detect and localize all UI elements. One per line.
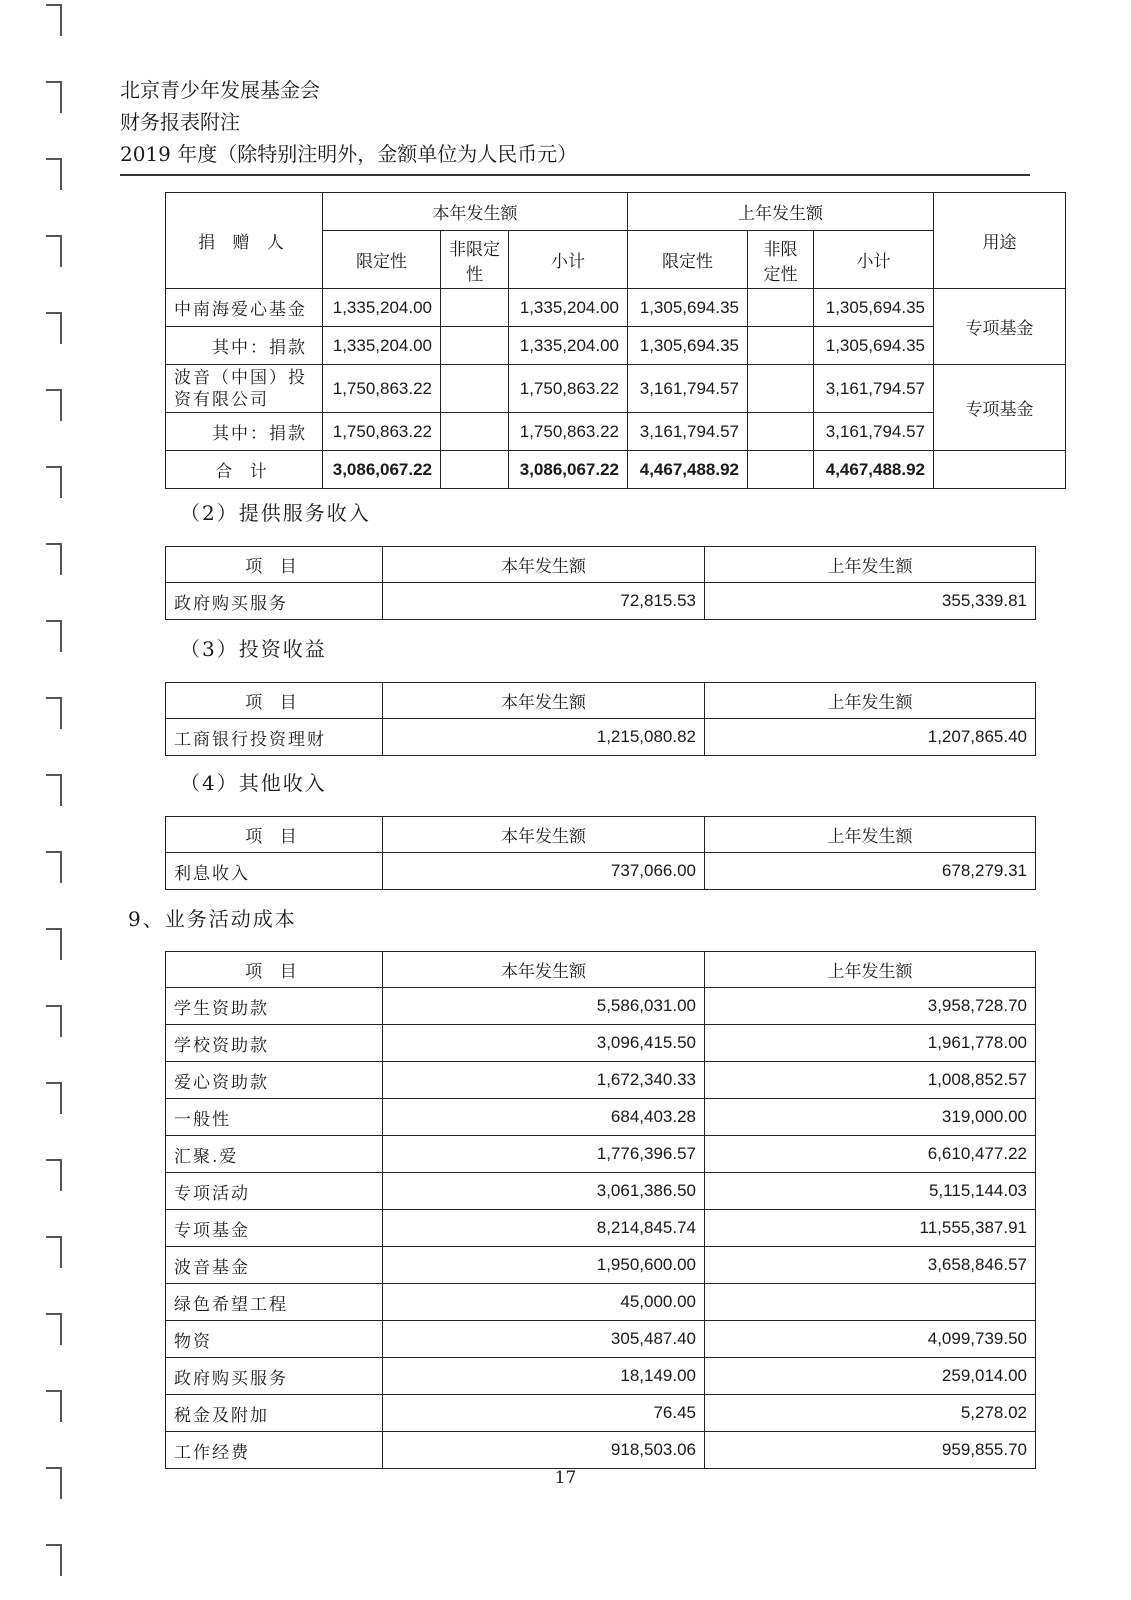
total-pri-restricted: 4,467,488.92 [628,451,748,489]
cur-subtotal-header: 小计 [509,231,628,289]
value-cell: 18,149.00 [383,1358,705,1395]
value-cell [441,327,509,365]
value-cell: 1,305,694.35 [628,327,748,365]
value-cell: 1,750,863.22 [509,413,628,451]
header-row [166,683,1036,719]
value-cell: 3,061,386.50 [383,1173,705,1210]
value-cell [748,289,814,327]
table-row [166,1432,1036,1469]
column-header: 上年发生额 [705,817,1036,853]
item-cell: 学校资助款 [166,1025,383,1062]
binding-hole [46,81,62,113]
table-row [166,1321,1036,1358]
value-cell: 1,215,080.82 [383,719,705,756]
column-header: 本年发生额 [383,547,705,583]
table-row [166,1173,1036,1210]
item-cell: 绿色希望工程 [166,1284,383,1321]
table-row [166,1247,1036,1284]
binding-hole [46,235,62,267]
column-header: 本年发生额 [383,817,705,853]
investment-caption: （3）投资收益 [180,637,327,661]
pri-subtotal-header: 小计 [814,231,934,289]
cur-restricted-header: 限定性 [323,231,441,289]
table-row [166,853,1036,890]
period-note: 2019 年度（除特别注明外，金额单位为人民币元） [120,142,578,166]
value-cell: 1,335,204.00 [323,327,441,365]
item-cell: 爱心资助款 [166,1062,383,1099]
item-cell: 专项活动 [166,1173,383,1210]
value-cell: 1,950,600.00 [383,1247,705,1284]
table-row [166,1025,1036,1062]
binding-hole [46,928,62,960]
table-row [166,988,1036,1025]
value-cell: 3,161,794.57 [814,413,934,451]
item-cell: 政府购买服务 [166,583,383,620]
value-cell: 76.45 [383,1395,705,1432]
empty-cell [934,451,1066,489]
org-name: 北京青少年发展基金会 [120,78,320,102]
column-header: 项 目 [166,952,383,988]
donor-cell: 其中：捐款 [166,413,323,451]
column-header: 上年发生额 [705,683,1036,719]
value-cell: 1,207,865.40 [705,719,1036,756]
value-cell: 3,161,794.57 [814,365,934,413]
value-cell: 1,776,396.57 [383,1136,705,1173]
total-cur-subtotal: 3,086,067.22 [509,451,628,489]
value-cell: 737,066.00 [383,853,705,890]
value-cell: 5,115,144.03 [705,1173,1036,1210]
doc-title: 财务报表附注 [120,110,240,134]
purpose-cell: 专项基金 [934,289,1066,365]
value-cell: 3,096,415.50 [383,1025,705,1062]
value-cell: 918,503.06 [383,1432,705,1469]
value-cell: 684,403.28 [383,1099,705,1136]
item-cell: 利息收入 [166,853,383,890]
value-cell: 355,339.81 [705,583,1036,620]
header-row [166,952,1036,988]
binding-hole [46,158,62,190]
current-year-header: 本年发生额 [323,193,628,231]
table-row [166,413,1066,451]
prior-year-header: 上年发生额 [628,193,934,231]
column-header: 上年发生额 [705,952,1036,988]
value-cell: 319,000.00 [705,1099,1036,1136]
empty-cell [748,451,814,489]
total-row [166,451,1066,489]
binding-hole [46,1005,62,1037]
value-cell: 1,335,204.00 [323,289,441,327]
value-cell: 1,305,694.35 [814,289,934,327]
binding-hole [46,697,62,729]
value-cell: 959,855.70 [705,1432,1036,1469]
item-cell: 工作经费 [166,1432,383,1469]
table-row [166,1210,1036,1247]
value-cell: 72,815.53 [383,583,705,620]
service-table [165,546,1036,620]
header-rule [120,174,1030,176]
binding-hole [46,774,62,806]
donor-cell: 波音（中国）投资有限公司 [166,365,323,413]
binding-hole [46,4,62,36]
value-cell: 1,335,204.00 [509,327,628,365]
binding-hole [46,466,62,498]
page-number: 17 [554,1468,577,1488]
investment-table [165,682,1036,756]
value-cell: 259,014.00 [705,1358,1036,1395]
item-cell: 一般性 [166,1099,383,1136]
binding-hole [46,1544,62,1576]
value-cell: 11,555,387.91 [705,1210,1036,1247]
purpose-header: 用途 [934,193,1066,289]
column-header: 项 目 [166,683,383,719]
value-cell [441,365,509,413]
total-pri-subtotal: 4,467,488.92 [814,451,934,489]
value-cell: 3,658,846.57 [705,1247,1036,1284]
value-cell: 8,214,845.74 [383,1210,705,1247]
value-cell: 305,487.40 [383,1321,705,1358]
value-cell: 45,000.00 [383,1284,705,1321]
purpose-cell: 专项基金 [934,365,1066,451]
item-cell: 工商银行投资理财 [166,719,383,756]
other-income-caption: （4）其他收入 [180,771,327,795]
item-cell: 汇聚.爱 [166,1136,383,1173]
total-cur-restricted: 3,086,067.22 [323,451,441,489]
value-cell: 1,750,863.22 [323,365,441,413]
item-cell: 物资 [166,1321,383,1358]
item-cell: 税金及附加 [166,1395,383,1432]
pri-unrestricted-header: 非限定性 [748,231,814,289]
value-cell: 1,961,778.00 [705,1025,1036,1062]
value-cell: 1,305,694.35 [628,289,748,327]
binding-hole [46,312,62,344]
empty-cell [441,451,509,489]
value-cell: 1,750,863.22 [323,413,441,451]
donation-table [165,192,1066,489]
table-row [166,1395,1036,1432]
value-cell [748,365,814,413]
total-label: 合 计 [166,451,323,489]
value-cell: 1,672,340.33 [383,1062,705,1099]
value-cell: 6,610,477.22 [705,1136,1036,1173]
pri-restricted-header: 限定性 [628,231,748,289]
value-cell [441,289,509,327]
table-row [166,1062,1036,1099]
value-cell: 3,958,728.70 [705,988,1036,1025]
table-row [166,327,1066,365]
column-header: 项 目 [166,547,383,583]
business-cost-caption: 9、业务活动成本 [128,907,297,931]
value-cell [441,413,509,451]
value-cell [705,1284,1036,1321]
table-row [166,1099,1036,1136]
binding-margin [40,0,70,1600]
binding-hole [46,1313,62,1345]
value-cell: 678,279.31 [705,853,1036,890]
value-cell [748,327,814,365]
table-row [166,1358,1036,1395]
column-header: 上年发生额 [705,547,1036,583]
page-header [120,74,1030,176]
value-cell: 1,305,694.35 [814,327,934,365]
value-cell: 4,099,739.50 [705,1321,1036,1358]
column-header: 本年发生额 [383,683,705,719]
binding-hole [46,1236,62,1268]
header-row [166,817,1036,853]
binding-hole [46,620,62,652]
column-header: 项 目 [166,817,383,853]
header-row [166,547,1036,583]
column-header: 本年发生额 [383,952,705,988]
table-row [166,583,1036,620]
table-row [166,289,1066,327]
value-cell: 1,335,204.00 [509,289,628,327]
cur-unrestricted-header: 非限定性 [441,231,509,289]
value-cell: 3,161,794.57 [628,365,748,413]
value-cell: 5,278.02 [705,1395,1036,1432]
binding-hole [46,851,62,883]
item-cell: 波音基金 [166,1247,383,1284]
table-row [166,365,1066,413]
service-caption: （2）提供服务收入 [180,501,371,525]
binding-hole [46,1390,62,1422]
table-row [166,719,1036,756]
value-cell [748,413,814,451]
table-row [166,1136,1036,1173]
item-cell: 专项基金 [166,1210,383,1247]
value-cell: 1,750,863.22 [509,365,628,413]
binding-hole [46,389,62,421]
binding-hole [46,1159,62,1191]
item-cell: 政府购买服务 [166,1358,383,1395]
other-income-table [165,816,1036,890]
value-cell: 1,008,852.57 [705,1062,1036,1099]
value-cell: 3,161,794.57 [628,413,748,451]
value-cell: 5,586,031.00 [383,988,705,1025]
donor-cell: 中南海爱心基金 [166,289,323,327]
binding-hole [46,1082,62,1114]
donor-cell: 其中：捐款 [166,327,323,365]
item-cell: 学生资助款 [166,988,383,1025]
donor-header: 捐 赠 人 [166,193,323,289]
binding-hole [46,543,62,575]
business-cost-table [165,951,1036,1469]
table-row [166,1284,1036,1321]
